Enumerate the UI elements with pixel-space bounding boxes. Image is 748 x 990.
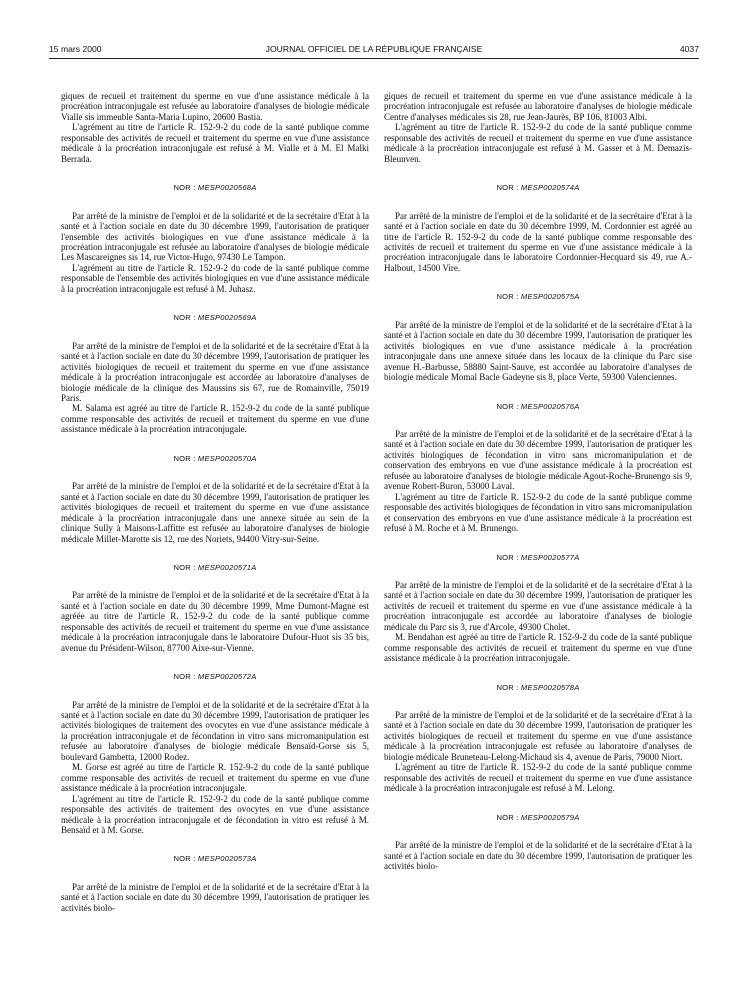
nor-code: MESP0020578A (520, 682, 580, 692)
right-column (384, 91, 692, 871)
paragraph: Par arrêté de la ministre de l'emploi et de la solidarité et de la secrétaire d'Etat à la santé et à l'action sociale en date du 30 décembre 1999, l'autorisation de pratiquer les activités biologiques de fécondation in vitro sans micromanipulation et de conservation des embryons en vue d'une assistance médicale à la procréation est refusée au laboratoire d'analyses de biologie médicale Agout-Roche-Brunengo sis 9, avenue Robert-Buron, 53000 Laval. (384, 428, 692, 492)
page-header (49, 44, 699, 58)
paragraph: Par arrêté de la ministre de l'emploi et de la solidarité et de la secrétaire d'Etat à la santé et à l'action sociale en date du 30 décembre 1999, l'autorisation de pratiquer les activités biologiques de traitement des ovocytes en vue d'une assistance médicale à la procréation intraconjugale et de fécondation in vitro sans micromanipulation est refusée au laboratoire d'analyses de biologie médicale Bensaïd-Gorse sis 5, boulevard Gambetta, 12000 Rodez. (61, 699, 369, 762)
page-number: 4037 (679, 44, 699, 54)
nor-code: MESP0020573A (197, 854, 257, 864)
nor-reference (384, 553, 692, 563)
nor-label: NOR : (173, 313, 196, 323)
nor-label: NOR : (173, 183, 196, 193)
paragraph: Par arrêté de la ministre de l'emploi et de la solidarité et de la secrétaire d'Etat à la santé et à l'action sociale en date du 30 décembre 1999, l'autorisation de pratiquer les activités de recueil et traitement du sperme en vue d'une assistance médicale à la procréation intraconjugale est accordée au laboratoire d'analyses de biologie médicale du Parc sis 3, rue d'Arcole, 49300 Cholet. (384, 579, 692, 632)
paragraph: Par arrêté de la ministre de l'emploi et de la solidarité et de la secrétaire d'Etat à la santé et à l'action sociale en date du 30 décembre 1999, l'autorisation de pratiquer les activités biologiques de recueil et traitement du sperme en vue d'une assistance médicale à la procréation intraconjugale est accordée au laboratoire d'analyses de biologie médicale de la clinique des Maussins sis 67, rue de Romainville, 75019 Paris. (61, 340, 369, 403)
nor-code: MESP0020571A (197, 562, 257, 572)
paragraph: Par arrêté de la ministre de l'emploi et de la solidarité et de la secrétaire d'Etat à la santé et à l'action sociale en date du 30 décembre 1999, l'autorisation de pratiquer les activités biologiques de recueil et traitement du sperme en vue d'une assistance médicale à la procréation intraconjugale dans une annexe située au sein de la clinique Sully à Maisons-Laffitte est refusée au laboratoire d'analyses de biologie médicale Millet-Marotte sis 12, rue des Noriets, 94400 Vitry-sur-Seine. (61, 481, 369, 544)
paragraph: L'agrément au titre de l'article R. 152-9-2 du code de la santé publique comme responsable des activités biologiques de fécondation in vitro sans micromanipulation et conservation des embryons en vue d'une assistance médicale à la procréation est refusé à M. Roche et à M. Brunengo. (384, 491, 692, 534)
nor-label: NOR : (173, 854, 196, 864)
nor-label: NOR : (496, 552, 519, 562)
nor-reference (61, 183, 369, 193)
nor-label: NOR : (173, 672, 196, 682)
nor-label: NOR : (496, 401, 519, 411)
header-date: 15 mars 2000 (49, 44, 102, 54)
paragraph: giques de recueil et traitement du sperme en vue d'une assistance médicale à la procréation intraconjugale est refusée au laboratoire d'analyses de biologie médicale Centre d'analyses médicales sis 28, rue Jean-Jaurès, BP 106, 81003 Albi. (384, 91, 692, 122)
paragraph: Par arrêté de la ministre de l'emploi et de la solidarité et de la secrétaire d'Etat à la santé et à l'action sociale en date du 30 décembre 1999, Mme Dumont-Magne est agréée au titre de l'article R. 152-9-2 du code de la santé publique comme responsable des activités de recueil et traitement du sperme en vue d'une assistance médicale à la procréation intraconjugale dans le laboratoire Dufour-Huot sis 35 bis, avenue du Président-Wilson, 87700 Aixe-sur-Vienne. (61, 590, 369, 653)
paragraph: M. Gorse est agréé au titre de l'article R. 152-9-2 du code de la santé publique comme responsable des activités de recueil et traitement du sperme en vue d'une assistance médicale à la procréation intraconjugale. (61, 762, 369, 794)
paragraph: L'agrément au titre de l'article R. 152-9-2 du code de la santé publique comme responsable des activités de traitement des ovocytes en vue d'une assistance médicale à la procréation intraconjugale et de fécondation in vitro est refusé à M. Bensaïd et à M. Gorse. (61, 793, 369, 836)
paragraph: Par arrêté de la ministre de l'emploi et de la solidarité et de la secrétaire d'Etat à la santé et à l'action sociale en date du 30 décembre 1999, M. Cordonnier est agréé au titre de l'article R. 152-9-2 du code de la santé publique comme responsable des activités de recueil et traitement du sperme en vue d'une assistance médicale à la procréation intraconjugale dans le laboratoire Cordonnier-Hecquard sis 49, rue A.-Halbout, 14500 Vire. (384, 210, 692, 273)
paragraph: Par arrêté de la ministre de l'emploi et de la solidarité et de la secrétaire d'Etat à la santé et à l'action sociale en date du 30 décembre 1999, l'autorisation de pratiquer les activités biologiques en vue d'une assistance médicale à la procréation intraconjugale dans une annexe située dans les locaux de la clinique du Parc sise avenue H.-Barbusse, 58880 Saint-Sauve, est accordée au laboratoire d'analyses de biologie médicale Momal Bacle Gadeyne sis 8, place Verte, 59300 Valenciennes. (384, 319, 692, 383)
header-rule (49, 58, 699, 59)
nor-reference (384, 183, 692, 193)
nor-code: MESP0020575A (520, 292, 580, 302)
nor-reference (384, 402, 692, 412)
nor-reference (384, 813, 692, 823)
nor-label: NOR : (496, 183, 519, 193)
nor-label: NOR : (173, 453, 196, 463)
left-column (61, 91, 369, 913)
nor-label: NOR : (496, 682, 519, 692)
nor-code: MESP0020568A (197, 183, 257, 193)
nor-code: MESP0020576A (520, 401, 580, 411)
paragraph: L'agrément au titre de l'article R. 152-9-2 du code de la santé publique comme responsable des activités de recueil et traitement du sperme en vue d'une assistance médicale à la procréation intraconjugale est refusé à M. Gasser et à M. Demazis-Bleunven. (384, 122, 692, 164)
nor-code: MESP0020577A (520, 552, 580, 562)
journal-title: JOURNAL OFFICIEL DE LA RÉPUBLIQUE FRANÇAISE (265, 44, 483, 54)
paragraph: M. Bendahan est agréé au titre de l'article R. 152-9-2 du code de la santé publique comme responsable des activités de recueil et traitement du sperme en vue d'une assistance médicale à la procréation intraconjugale. (384, 632, 692, 664)
nor-code: MESP0020569A (197, 313, 257, 323)
nor-reference (61, 854, 369, 864)
paragraph: L'agrément au titre de l'article R. 152-9-2 du code de la santé publique comme responsable des activités de recueil et traitement du sperme en vue d'une assistance médicale à la procréation intraconjugale est refusé à M. Vialle et à M. El Malki Berrada. (61, 122, 369, 164)
paragraph: giques de recueil et traitement du sperme en vue d'une assistance médicale à la procréation intraconjugale est refusée au laboratoire d'analyses de biologie médicale Vialle sis immeuble Santa-Maria Lupino, 20600 Bastia. (61, 91, 369, 122)
paragraph: Par arrêté de la ministre de l'emploi et de la solidarité et de la secrétaire d'Etat à la santé et à l'action sociale en date du 30 décembre 1999, l'autorisation de pratiquer l'ensemble des activités biologiques en vue d'une assistance médicale à la procréation intraconjugale est refusée au laboratoire d'analyses de biologie médicale Les Mascareignes sis 14, rue Victor-Hugo, 97430 Le Tampon. (61, 210, 369, 263)
nor-code: MESP0020570A (197, 453, 257, 463)
nor-label: NOR : (496, 292, 519, 302)
paragraph: L'agrément au titre de l'article R. 152-9-2 du code de la santé publique comme responsable de l'ensemble des activités biologiques en vue d'une assistance médicale à la procréation intraconjugale est refusé à M. Juhasz. (61, 262, 369, 294)
nor-reference (61, 454, 369, 464)
paragraph: Par arrêté de la ministre de l'emploi et de la solidarité et de la secrétaire d'Etat à la santé et à l'action sociale en date du 30 décembre 1999, l'autorisation de pratiquer les activités biolo- (61, 881, 369, 913)
nor-code: MESP0020579A (520, 812, 580, 822)
nor-reference (61, 313, 369, 323)
nor-label: NOR : (173, 562, 196, 572)
nor-reference (384, 292, 692, 302)
paragraph: M. Salama est agréé au titre de l'article R. 152-9-2 du code de la santé publique comme responsable des activités de recueil et traitement du sperme en vue d'une assistance médicale à la procréation intraconjugale. (61, 403, 369, 435)
nor-reference (61, 672, 369, 682)
paragraph: Par arrêté de la ministre de l'emploi et de la solidarité et de la secrétaire d'Etat à la santé et à l'action sociale en date du 30 décembre 1999, l'autorisation de pratiquer les activités biolo- (384, 840, 692, 872)
paragraph: L'agrément au titre de l'article R. 152-9-2 du code de la santé publique comme responsable des activités de recueil et traitement du sperme en vue d'une assistance médicale à la procréation intraconjugale est refusé à M. Lelong. (384, 762, 692, 794)
nor-code: MESP0020572A (197, 672, 257, 682)
nor-code: MESP0020574A (520, 183, 580, 193)
nor-label: NOR : (496, 812, 519, 822)
nor-reference (384, 683, 692, 693)
paragraph: Par arrêté de la ministre de l'emploi et de la solidarité et de la secrétaire d'Etat à la santé et à l'action sociale en date du 30 décembre 1999, l'autorisation de pratiquer les activités biologiques de recueil et traitement du sperme en vue d'une assistance médicale à la procréation intraconjugale est refusée au laboratoire d'analyses de biologie médicale Bruneteau-Lelong-Michaud sis 4, avenue de Paris, 79000 Niort. (384, 710, 692, 762)
nor-reference (61, 563, 369, 573)
